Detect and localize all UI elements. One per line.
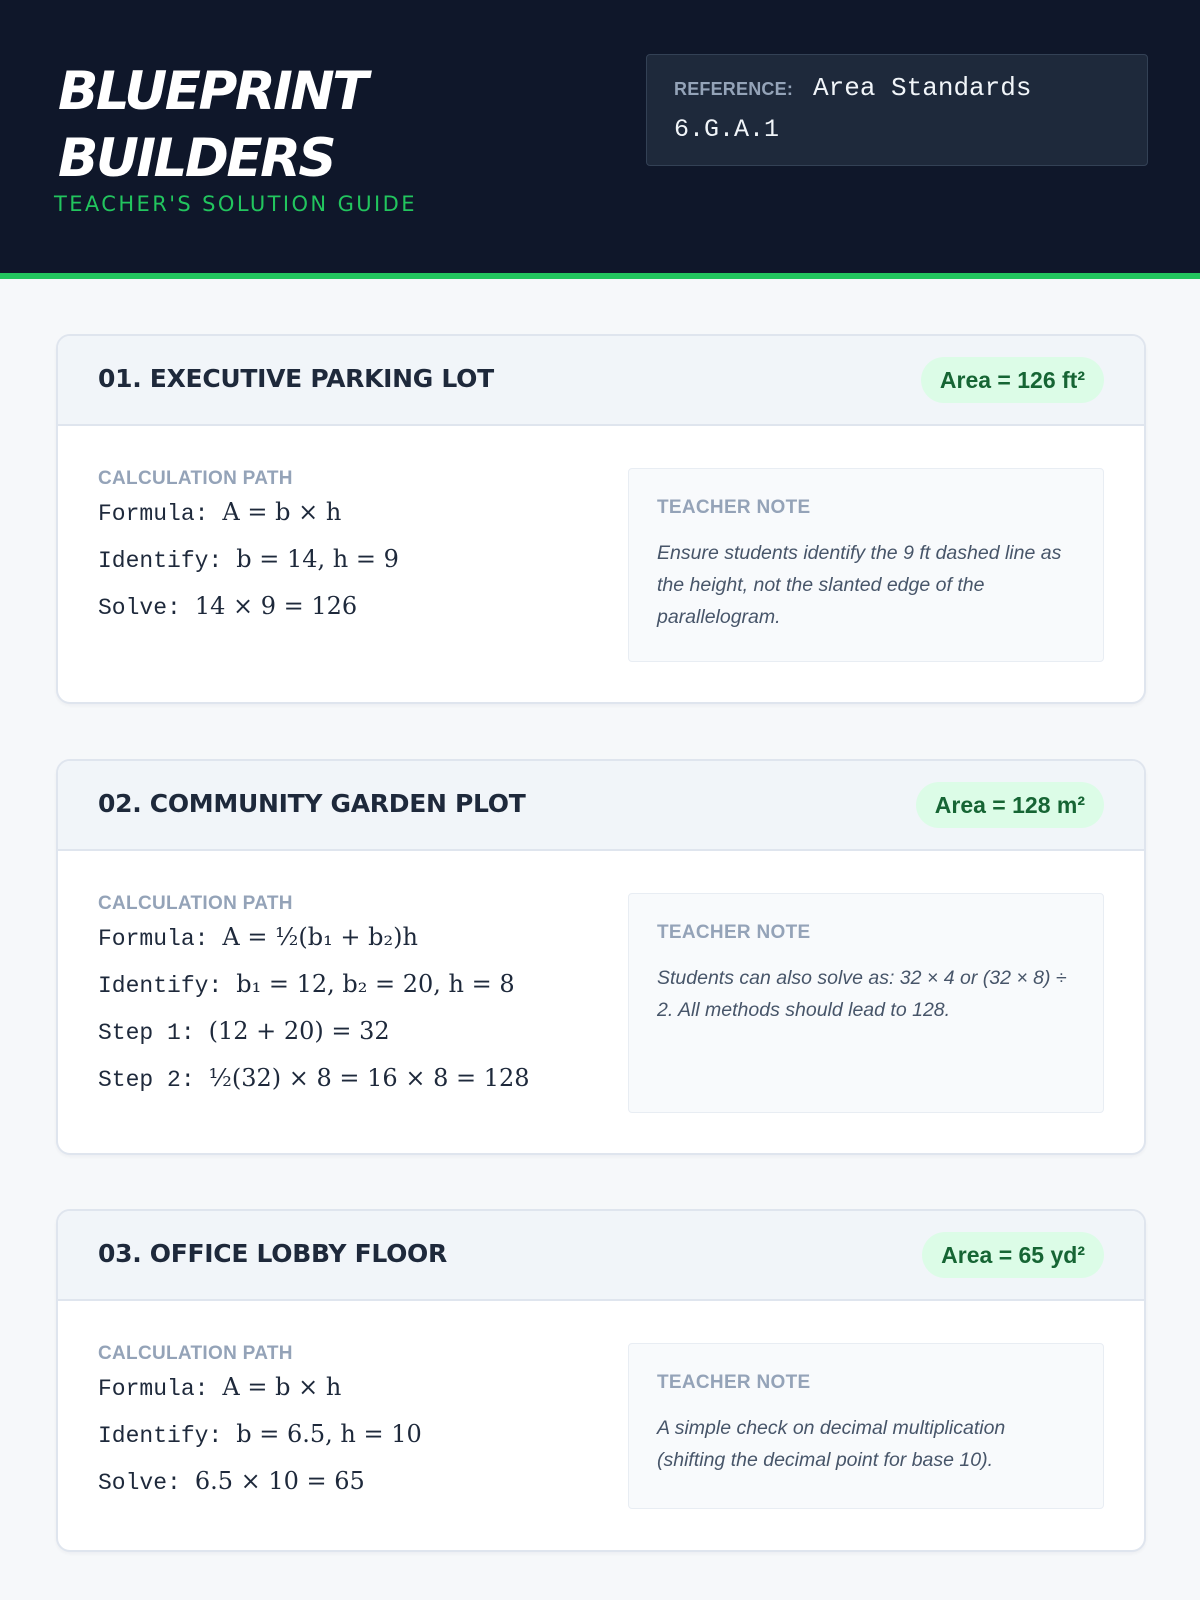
calculation-path-label: CALCULATION PATH bbox=[98, 1343, 293, 1364]
step-prefix: Formula: bbox=[98, 1376, 209, 1402]
teacher-note-label: TEACHER NOTE bbox=[657, 497, 811, 518]
area-badge: Area = 65 yd² bbox=[922, 1232, 1104, 1278]
step-prefix: Solve: bbox=[98, 595, 181, 621]
brand-title-line2: BUILDERS bbox=[58, 128, 335, 189]
calculation-path-label: CALCULATION PATH bbox=[98, 893, 293, 914]
teacher-note-text: A simple check on decimal multiplication (shifting the decimal point for base 10). bbox=[657, 1417, 1006, 1471]
step-prefix: Formula: bbox=[98, 501, 209, 527]
reference-code: 6.G.A.1 bbox=[674, 115, 780, 144]
calc-step bbox=[98, 545, 399, 592]
reference-value: Area Standards bbox=[813, 73, 1032, 103]
area-badge: Area = 128 m² bbox=[916, 782, 1104, 828]
step-math: A = ½(b₁ + b₂)h bbox=[222, 923, 418, 951]
step-prefix: Identify: bbox=[98, 973, 223, 999]
calc-step bbox=[98, 592, 399, 639]
calculation-path-label: CALCULATION PATH bbox=[98, 468, 293, 489]
card-title: 01. EXECUTIVE PARKING LOT bbox=[98, 364, 494, 393]
calc-step bbox=[98, 1017, 530, 1064]
problem-card-3 bbox=[56, 1209, 1146, 1552]
brand-title-line1: BLUEPRINT bbox=[58, 61, 366, 122]
teacher-note bbox=[628, 893, 1104, 1113]
teacher-note-text: Students can also solve as: 32 × 4 or (32 × 8) ÷ 2. All methods should lead to 128. bbox=[657, 967, 1067, 1021]
calculation-path bbox=[98, 893, 530, 1111]
problem-card-2 bbox=[56, 759, 1146, 1155]
brand-subtitle: TEACHER'S SOLUTION GUIDE bbox=[54, 192, 417, 216]
teacher-note bbox=[628, 468, 1104, 662]
step-math: A = b × h bbox=[222, 498, 342, 526]
step-math: A = b × h bbox=[222, 1373, 342, 1401]
calc-step bbox=[98, 1467, 422, 1514]
calculation-path bbox=[98, 1343, 422, 1514]
step-math: ½(32) × 8 = 16 × 8 = 128 bbox=[208, 1064, 530, 1092]
calc-step bbox=[98, 923, 530, 970]
reference-box bbox=[646, 54, 1148, 166]
reference-label: REFERENCE: bbox=[674, 79, 794, 99]
card-header bbox=[58, 761, 1144, 851]
calculation-path bbox=[98, 468, 399, 639]
area-badge: Area = 126 ft² bbox=[921, 357, 1104, 403]
calc-step bbox=[98, 970, 530, 1017]
step-math: b = 14, h = 9 bbox=[236, 545, 399, 573]
card-header bbox=[58, 1211, 1144, 1301]
calc-step bbox=[98, 1373, 422, 1420]
step-prefix: Step 1: bbox=[98, 1020, 195, 1046]
calc-step bbox=[98, 498, 399, 545]
card-title: 03. OFFICE LOBBY FLOOR bbox=[98, 1239, 447, 1268]
teacher-note bbox=[628, 1343, 1104, 1509]
step-prefix: Step 2: bbox=[98, 1067, 195, 1093]
teacher-note-label: TEACHER NOTE bbox=[657, 1372, 811, 1393]
problem-card-1 bbox=[56, 334, 1146, 704]
step-prefix: Solve: bbox=[98, 1470, 181, 1496]
teacher-note-label: TEACHER NOTE bbox=[657, 922, 811, 943]
step-prefix: Formula: bbox=[98, 926, 209, 952]
card-title: 02. COMMUNITY GARDEN PLOT bbox=[98, 789, 526, 818]
step-math: (12 + 20) = 32 bbox=[208, 1017, 390, 1045]
step-math: 6.5 × 10 = 65 bbox=[194, 1467, 365, 1495]
page-header bbox=[0, 0, 1200, 279]
step-prefix: Identify: bbox=[98, 548, 223, 574]
step-math: b₁ = 12, b₂ = 20, h = 8 bbox=[236, 970, 515, 998]
step-math: b = 6.5, h = 10 bbox=[236, 1420, 422, 1448]
calc-step bbox=[98, 1064, 530, 1111]
step-math: 14 × 9 = 126 bbox=[194, 592, 358, 620]
calc-step bbox=[98, 1420, 422, 1467]
step-prefix: Identify: bbox=[98, 1423, 223, 1449]
card-header bbox=[58, 336, 1144, 426]
teacher-note-text: Ensure students identify the 9 ft dashed line as the height, not the slanted edge of the parallelogram. bbox=[657, 542, 1062, 628]
brand-title bbox=[58, 58, 366, 192]
